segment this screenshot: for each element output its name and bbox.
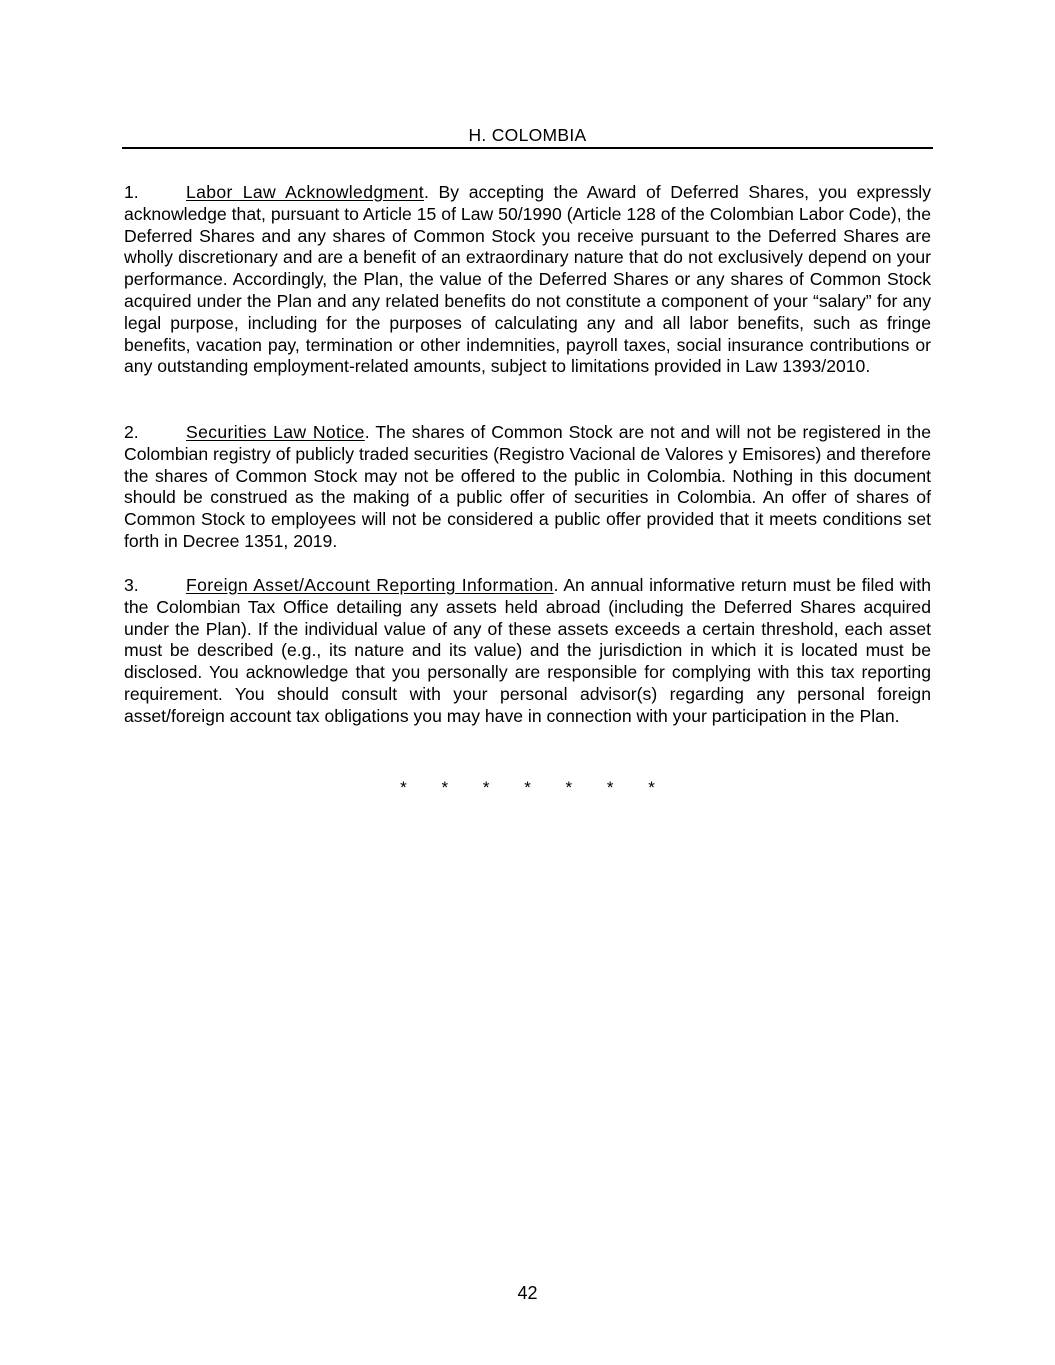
clause-title: Securities Law Notice — [186, 422, 365, 442]
end-of-section-mark: * * * * * * * — [400, 778, 670, 797]
clause-title: Foreign Asset/Account Reporting Information — [186, 575, 554, 595]
page-number: 42 — [517, 1283, 538, 1303]
clause-title: Labor Law Acknowledgment — [186, 182, 424, 202]
clause-number: 1. — [124, 182, 139, 202]
clause-number: 2. — [124, 422, 139, 442]
clause-number: 3. — [124, 575, 139, 595]
heading-rule — [122, 147, 933, 149]
clause-body: . An annual informative return must be filed with the Colombian Tax Office detailing any assets held abroad (including the Deferred Shares acquired under the Plan). If the individual value of any of these assets exceeds a certain threshold, each asset must be described (e.g., its nature and its value) and the jurisdiction in which it is located must be disclosed. You acknowledge that you personally are responsible for complying with this tax reporting requirement. You should consult with your personal advisor(s) regarding any personal foreign asset/foreign account tax obligations you may have in connection with your participation in the Plan. — [124, 575, 932, 726]
clause-body: . The shares of Common Stock are not and will not be registered in the Colombian registry of publicly traded securities (Registro Vacional de Valores y Emisores) and therefore the shares of Common Stock may not be offered to the public in Colombia. Nothing in this document should be construed as the making of a public offer of securities in Colombia. An offer of shares of Common Stock to employees will not be considered a public offer provided that it meets conditions set forth in Decree 1351, 2019. — [124, 422, 931, 551]
clause-foreign-asset-reporting — [124, 575, 931, 728]
section-heading: H. COLOMBIA — [468, 125, 587, 145]
clause-labor-law — [124, 182, 931, 378]
clause-body: . By accepting the Award of Deferred Shares, you expressly acknowledge that, pursuant to Article 15 of Law 50/1990 (Article 128 of the Colombian Labor Code), the Deferred Shares and any shares of Common Stock you receive pursuant to the Deferred Shares are wholly discretionary and are a benefit of an extraordinary nature that do not exclusively depend on your performance. Accordingly, the Plan, the value of the Deferred Shares or any shares of Common Stock acquired under the Plan and any related benefits do not constitute a component of your “salary” for any legal purpose, including for the purposes of calculating any and all labor benefits, such as fringe benefits, vacation pay, termination or other indemnities, payroll taxes, social insurance contributions or any outstanding employment-related amounts, subject to limitations provided in Law 1393/2010. — [124, 182, 931, 377]
clause-securities-law — [124, 422, 931, 553]
